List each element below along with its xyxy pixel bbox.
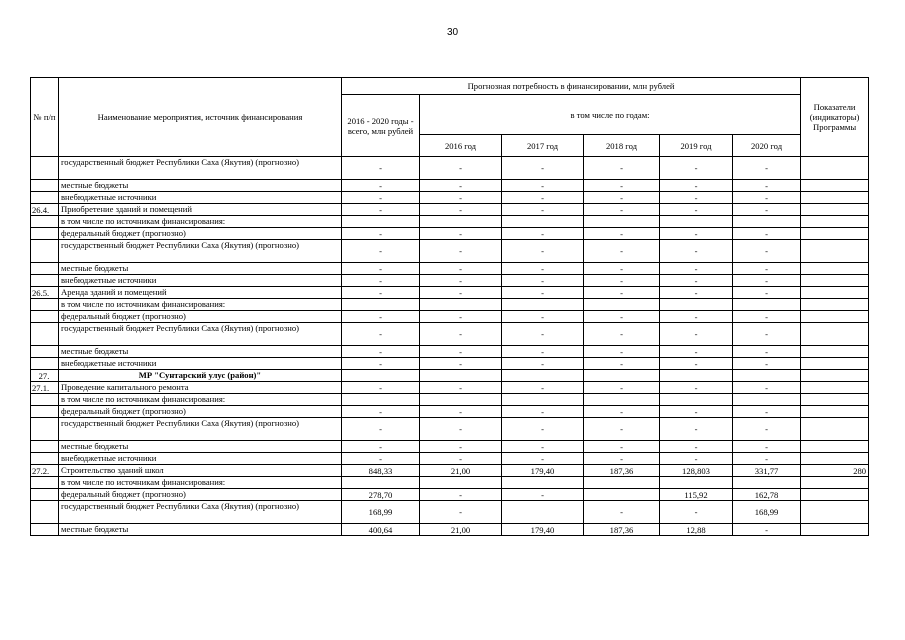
cell-year-value: -	[584, 287, 660, 299]
table-row	[31, 370, 869, 382]
table-row	[31, 382, 869, 394]
cell-total: -	[342, 275, 420, 287]
cell-year-value: -	[420, 228, 502, 240]
cell-year-value	[733, 216, 801, 228]
row-name: Строительство зданий школ	[59, 465, 342, 477]
table-row	[31, 394, 869, 406]
cell-year-value: -	[733, 441, 801, 453]
cell-year-value: -	[420, 346, 502, 358]
row-name: государственный бюджет Республики Саха (Якутия) (прогнозно)	[59, 418, 342, 441]
cell-total: -	[342, 441, 420, 453]
cell-year-value	[502, 394, 584, 406]
row-number	[31, 180, 59, 192]
cell-year-value: -	[420, 489, 502, 501]
cell-year-value: -	[733, 524, 801, 536]
cell-year-value: 115,92	[660, 489, 733, 501]
header-name: Наименование мероприятия, источник финансирования	[59, 78, 342, 157]
cell-year-value	[660, 477, 733, 489]
row-name: местные бюджеты	[59, 346, 342, 358]
row-number: 26.4.	[31, 204, 59, 216]
cell-year-value: -	[502, 453, 584, 465]
cell-year-value: 168,99	[733, 501, 801, 524]
row-number	[31, 477, 59, 489]
table-header	[31, 78, 869, 157]
cell-year-value: -	[584, 382, 660, 394]
cell-indicator	[801, 441, 869, 453]
table-row	[31, 441, 869, 453]
row-number	[31, 394, 59, 406]
cell-year-value: -	[660, 346, 733, 358]
cell-total	[342, 370, 420, 382]
table-row	[31, 346, 869, 358]
row-name: государственный бюджет Республики Саха (Якутия) (прогнозно)	[59, 501, 342, 524]
cell-indicator: 280	[801, 465, 869, 477]
cell-indicator	[801, 299, 869, 311]
page-number: 30	[446, 27, 459, 38]
header-forecast: Прогнозная потребность в финансировании, млн рублей	[342, 78, 801, 95]
cell-year-value: -	[420, 180, 502, 192]
row-number	[31, 192, 59, 204]
cell-year-value: -	[733, 275, 801, 287]
cell-year-value: -	[584, 180, 660, 192]
table-row	[31, 453, 869, 465]
cell-year-value: -	[660, 240, 733, 263]
cell-year-value: -	[660, 180, 733, 192]
cell-year-value: -	[733, 453, 801, 465]
cell-year-value	[660, 216, 733, 228]
cell-year-value: -	[420, 287, 502, 299]
cell-year-value: -	[584, 346, 660, 358]
row-name: Аренда зданий и помещений	[59, 287, 342, 299]
cell-year-value: -	[502, 192, 584, 204]
table-row	[31, 465, 869, 477]
cell-indicator	[801, 382, 869, 394]
cell-total: -	[342, 180, 420, 192]
row-name: в том числе по источникам финансирования:	[59, 477, 342, 489]
cell-year-value: 179,40	[502, 524, 584, 536]
table-row	[31, 299, 869, 311]
table-row	[31, 501, 869, 524]
cell-indicator	[801, 263, 869, 275]
cell-year-value: -	[733, 358, 801, 370]
cell-year-value: -	[502, 311, 584, 323]
table-row	[31, 287, 869, 299]
header-year: 2017 год	[502, 135, 584, 157]
cell-year-value: -	[584, 157, 660, 180]
cell-total	[342, 299, 420, 311]
cell-indicator	[801, 477, 869, 489]
cell-total: -	[342, 263, 420, 275]
cell-year-value: -	[660, 453, 733, 465]
cell-indicator	[801, 524, 869, 536]
cell-year-value: -	[420, 311, 502, 323]
table-row	[31, 228, 869, 240]
cell-year-value: -	[502, 323, 584, 346]
row-number	[31, 323, 59, 346]
cell-year-value: -	[502, 489, 584, 501]
cell-indicator	[801, 275, 869, 287]
cell-year-value: -	[584, 406, 660, 418]
cell-year-value	[420, 299, 502, 311]
cell-year-value: -	[733, 346, 801, 358]
cell-year-value: -	[420, 192, 502, 204]
cell-year-value: -	[660, 441, 733, 453]
cell-total: -	[342, 358, 420, 370]
cell-year-value: -	[502, 382, 584, 394]
cell-year-value	[502, 216, 584, 228]
cell-year-value: -	[733, 192, 801, 204]
cell-year-value	[502, 501, 584, 524]
row-number	[31, 524, 59, 536]
header-by-years: в том числе по годам:	[420, 95, 801, 135]
cell-year-value: -	[584, 418, 660, 441]
table-row	[31, 157, 869, 180]
row-number	[31, 275, 59, 287]
cell-year-value: -	[502, 204, 584, 216]
cell-total: -	[342, 382, 420, 394]
cell-year-value	[584, 394, 660, 406]
cell-year-value: 331,77	[733, 465, 801, 477]
cell-year-value: -	[660, 287, 733, 299]
row-number: 26.5.	[31, 287, 59, 299]
table-row	[31, 489, 869, 501]
table-row	[31, 240, 869, 263]
table-row	[31, 477, 869, 489]
cell-year-value	[733, 394, 801, 406]
row-number	[31, 240, 59, 263]
cell-year-value: -	[420, 157, 502, 180]
cell-year-value: -	[584, 275, 660, 287]
cell-total	[342, 216, 420, 228]
cell-indicator	[801, 323, 869, 346]
cell-year-value: 21,00	[420, 524, 502, 536]
cell-year-value: -	[660, 157, 733, 180]
row-name: МР "Сунтарский улус (район)"	[59, 370, 342, 382]
cell-indicator	[801, 216, 869, 228]
cell-total: -	[342, 240, 420, 263]
cell-year-value: -	[502, 157, 584, 180]
row-name: Приобретение зданий и помещений	[59, 204, 342, 216]
cell-indicator	[801, 228, 869, 240]
row-name: местные бюджеты	[59, 263, 342, 275]
cell-year-value: -	[502, 263, 584, 275]
cell-indicator	[801, 370, 869, 382]
table-row	[31, 216, 869, 228]
cell-total: -	[342, 406, 420, 418]
row-name: Проведение капитального ремонта	[59, 382, 342, 394]
cell-total: -	[342, 157, 420, 180]
cell-year-value	[420, 370, 502, 382]
row-number	[31, 358, 59, 370]
row-name: внебюджетные источники	[59, 453, 342, 465]
cell-year-value: 21,00	[420, 465, 502, 477]
cell-year-value: -	[733, 287, 801, 299]
cell-year-value	[420, 477, 502, 489]
cell-year-value: -	[502, 180, 584, 192]
cell-year-value: -	[584, 358, 660, 370]
cell-year-value	[584, 489, 660, 501]
cell-year-value: -	[733, 323, 801, 346]
row-name: государственный бюджет Республики Саха (Якутия) (прогнозно)	[59, 240, 342, 263]
cell-year-value: -	[502, 228, 584, 240]
cell-total	[342, 477, 420, 489]
cell-year-value: -	[502, 358, 584, 370]
row-name: внебюджетные источники	[59, 275, 342, 287]
cell-indicator	[801, 406, 869, 418]
row-number	[31, 406, 59, 418]
row-name: в том числе по источникам финансирования:	[59, 299, 342, 311]
row-number	[31, 157, 59, 180]
cell-year-value: -	[502, 418, 584, 441]
cell-year-value: -	[733, 204, 801, 216]
row-name: местные бюджеты	[59, 524, 342, 536]
cell-total: -	[342, 287, 420, 299]
cell-indicator	[801, 157, 869, 180]
cell-year-value: -	[584, 204, 660, 216]
cell-year-value	[660, 394, 733, 406]
cell-indicator	[801, 501, 869, 524]
cell-year-value: -	[584, 263, 660, 275]
cell-total: -	[342, 323, 420, 346]
cell-year-value: -	[420, 441, 502, 453]
cell-indicator	[801, 346, 869, 358]
cell-year-value	[584, 370, 660, 382]
table-body	[31, 157, 869, 536]
table-row	[31, 524, 869, 536]
row-number	[31, 228, 59, 240]
header-year: 2019 год	[660, 135, 733, 157]
row-number	[31, 453, 59, 465]
cell-year-value: -	[420, 406, 502, 418]
cell-indicator	[801, 394, 869, 406]
cell-total: -	[342, 418, 420, 441]
row-name: местные бюджеты	[59, 441, 342, 453]
row-number	[31, 216, 59, 228]
row-name: государственный бюджет Республики Саха (Якутия) (прогнозно)	[59, 157, 342, 180]
cell-year-value: -	[660, 204, 733, 216]
row-name: федеральный бюджет (прогнозно)	[59, 311, 342, 323]
cell-total: 400,64	[342, 524, 420, 536]
cell-year-value: -	[420, 453, 502, 465]
cell-year-value: -	[733, 311, 801, 323]
cell-year-value: -	[733, 406, 801, 418]
cell-year-value: -	[502, 287, 584, 299]
cell-year-value	[733, 370, 801, 382]
cell-year-value: -	[502, 275, 584, 287]
row-number: 27.2.	[31, 465, 59, 477]
cell-year-value: -	[584, 453, 660, 465]
table-row	[31, 263, 869, 275]
table-row	[31, 323, 869, 346]
cell-year-value: 179,40	[502, 465, 584, 477]
header-no: № п/п	[31, 78, 59, 157]
cell-total: -	[342, 346, 420, 358]
cell-year-value: -	[584, 192, 660, 204]
cell-year-value	[733, 299, 801, 311]
cell-year-value: -	[420, 358, 502, 370]
cell-year-value: -	[733, 157, 801, 180]
header-year: 2016 год	[420, 135, 502, 157]
cell-total: 168,99	[342, 501, 420, 524]
cell-year-value: -	[420, 418, 502, 441]
cell-year-value: -	[733, 382, 801, 394]
cell-year-value: -	[420, 240, 502, 263]
table-row	[31, 192, 869, 204]
cell-year-value	[502, 477, 584, 489]
cell-year-value: -	[660, 192, 733, 204]
cell-indicator	[801, 489, 869, 501]
header-year: 2018 год	[584, 135, 660, 157]
table-row	[31, 358, 869, 370]
cell-year-value: 187,36	[584, 524, 660, 536]
cell-year-value: -	[502, 441, 584, 453]
cell-indicator	[801, 180, 869, 192]
table-row	[31, 418, 869, 441]
cell-year-value: -	[660, 323, 733, 346]
cell-year-value: -	[660, 311, 733, 323]
cell-year-value: -	[420, 263, 502, 275]
cell-year-value: -	[584, 501, 660, 524]
cell-year-value: -	[420, 323, 502, 346]
cell-year-value: -	[733, 228, 801, 240]
cell-year-value: -	[660, 263, 733, 275]
row-name: внебюджетные источники	[59, 192, 342, 204]
cell-year-value	[420, 216, 502, 228]
cell-total: -	[342, 453, 420, 465]
row-name: государственный бюджет Республики Саха (Якутия) (прогнозно)	[59, 323, 342, 346]
row-name: федеральный бюджет (прогнозно)	[59, 489, 342, 501]
cell-year-value: 128,803	[660, 465, 733, 477]
cell-year-value	[584, 477, 660, 489]
cell-total: -	[342, 192, 420, 204]
cell-indicator	[801, 204, 869, 216]
cell-indicator	[801, 240, 869, 263]
table-row	[31, 406, 869, 418]
row-number	[31, 489, 59, 501]
row-number	[31, 346, 59, 358]
row-number	[31, 501, 59, 524]
row-name: федеральный бюджет (прогнозно)	[59, 406, 342, 418]
cell-year-value	[502, 299, 584, 311]
cell-year-value: -	[733, 180, 801, 192]
cell-year-value: -	[733, 418, 801, 441]
cell-year-value: -	[420, 382, 502, 394]
cell-year-value: -	[584, 441, 660, 453]
cell-year-value: -	[502, 406, 584, 418]
table-row	[31, 204, 869, 216]
table-row	[31, 180, 869, 192]
cell-total: 278,70	[342, 489, 420, 501]
cell-total: -	[342, 204, 420, 216]
cell-year-value: -	[584, 228, 660, 240]
cell-year-value: -	[660, 418, 733, 441]
row-name: внебюджетные источники	[59, 358, 342, 370]
cell-indicator	[801, 287, 869, 299]
cell-indicator	[801, 358, 869, 370]
cell-year-value: -	[660, 382, 733, 394]
cell-year-value: -	[660, 406, 733, 418]
cell-total: -	[342, 311, 420, 323]
header-indicators: Показатели (индикаторы) Программы	[801, 78, 869, 157]
cell-year-value: -	[420, 204, 502, 216]
cell-year-value: -	[584, 323, 660, 346]
cell-year-value: -	[420, 275, 502, 287]
header-year: 2020 год	[733, 135, 801, 157]
cell-year-value: -	[502, 346, 584, 358]
cell-year-value: 162,78	[733, 489, 801, 501]
row-number	[31, 311, 59, 323]
cell-total	[342, 394, 420, 406]
cell-year-value	[660, 299, 733, 311]
cell-year-value	[502, 370, 584, 382]
row-number	[31, 263, 59, 275]
cell-year-value: -	[584, 240, 660, 263]
cell-year-value: -	[733, 240, 801, 263]
cell-year-value: -	[660, 275, 733, 287]
cell-year-value: 12,88	[660, 524, 733, 536]
cell-indicator	[801, 192, 869, 204]
cell-year-value: -	[584, 311, 660, 323]
row-number: 27.	[31, 370, 59, 382]
cell-year-value: -	[660, 501, 733, 524]
row-name: местные бюджеты	[59, 180, 342, 192]
cell-year-value	[420, 394, 502, 406]
cell-year-value: -	[502, 240, 584, 263]
table-row	[31, 275, 869, 287]
row-number	[31, 441, 59, 453]
cell-indicator	[801, 418, 869, 441]
row-name: федеральный бюджет (прогнозно)	[59, 228, 342, 240]
cell-year-value	[733, 477, 801, 489]
cell-indicator	[801, 453, 869, 465]
cell-total: -	[342, 228, 420, 240]
cell-year-value	[584, 299, 660, 311]
row-number	[31, 299, 59, 311]
cell-year-value	[660, 370, 733, 382]
header-total: 2016 - 2020 годы - всего, млн рублей	[342, 95, 420, 157]
cell-total: 848,33	[342, 465, 420, 477]
cell-year-value	[584, 216, 660, 228]
cell-year-value: -	[660, 358, 733, 370]
table-row	[31, 311, 869, 323]
cell-year-value: 187,36	[584, 465, 660, 477]
financing-table	[30, 77, 869, 536]
cell-year-value: -	[733, 263, 801, 275]
cell-year-value: -	[420, 501, 502, 524]
cell-indicator	[801, 311, 869, 323]
row-number: 27.1.	[31, 382, 59, 394]
cell-year-value: -	[660, 228, 733, 240]
row-number	[31, 418, 59, 441]
row-name: в том числе по источникам финансирования:	[59, 394, 342, 406]
row-name: в том числе по источникам финансирования:	[59, 216, 342, 228]
